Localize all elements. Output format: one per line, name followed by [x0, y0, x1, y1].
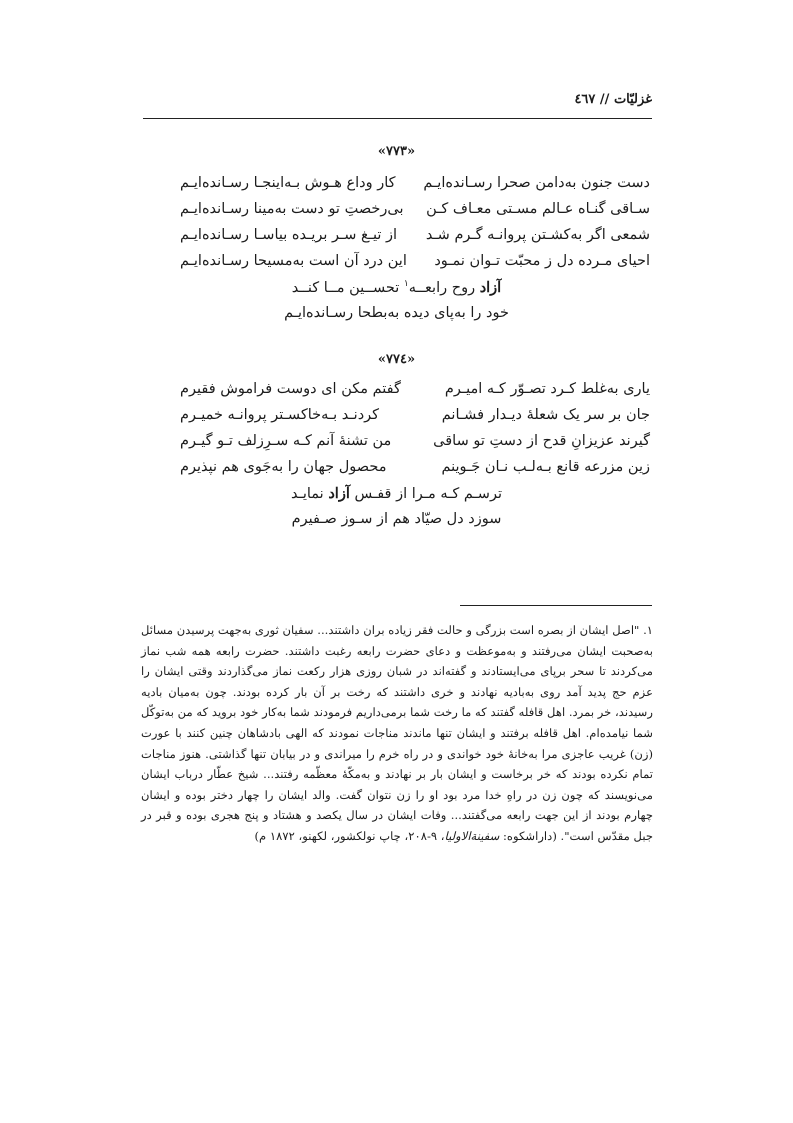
- verse-right: دست جنون به‌دامن صحرا رسـانده‌ایـم: [423, 175, 650, 191]
- closing-text: روح رابعــه: [408, 280, 476, 296]
- verse-right: گیرند عزیزانِ قدح از دستِ تو ساقی: [433, 433, 650, 449]
- closing-text: نمایـد: [290, 486, 324, 502]
- verse-left: من تشنهٔ آنم کـه سـرِزلف تـو گیـرم: [180, 433, 392, 449]
- source-title: سفینةالاولیا: [444, 828, 500, 843]
- poem-number: «۷۷۳»: [377, 144, 416, 159]
- closing-line: [0, 485, 793, 502]
- verse-right: زین مزرعه قانع بـه‌لـب نـان جَـوینم: [441, 459, 650, 475]
- verse-right: یاری به‌غلط کـرد تصـوّر کـه امیـرم: [444, 381, 650, 397]
- verse-left: از تیـغ سـر بریـده بیاسـا رسـانده‌ایـم: [180, 227, 398, 243]
- footnote-marker: ۱: [403, 279, 409, 290]
- verse-right: شمعی اگر به‌کشـتن پروانـه گـرم شـد: [425, 227, 650, 243]
- verse-left: این درد آن است به‌مسیحا رسـانده‌ایـم: [180, 253, 407, 269]
- footnote-text: ۱. "اصل ایشان از بصره است بزرگی و حالت فقر زیاده بران داشتند... سفیان ثوری به‌جهت پرسیدن مسائل به‌صحبت ایشان می‌رفتند و به‌موعظت و دعای حضرت رابعه رغبت داشتند. حضرت رابعه همه شب نماز می‌کردند تا سحر برپای می‌ایستادند و گفته‌اند در شبان روزی هزار رکعت نماز می‌گذاردند وقتی ایشان را عزم حج پدید آمد روی به‌بادیه نهادند و خری داشتند که رخت بر آن بار کرده بودند. چون به‌میان بادیه رسیدند، خر بمرد. اهل قافله گفتند که ما رخت شما برمی‌داریم فرمودند شما به‌کار خود بروید که من به‌توکّل شما نیامده‌ام. اهل قافله برفتند و ایشان تنها ماندند مناجات نمودند که الهی بادشاهان چنین کنند با عورت (زن) غریب عاجزی مرا به‌خانهٔ خود خواندی و در راه خرم را میراندی و در بیابان تنها گذاشتی. هنوز مناجات تمام نکرده بودند که خر برخاست و ایشان بار بر نهادند و به‌مکّهٔ معظّمه رفتند... شیخ عطّار درباب ایشان می‌نویسند که چون زن در راهِ خدا مرد بود او را زن نتوان گفت. والد ایشان را چهار دختر بوده و ایشان چهارم بودند از این جهت رابعه می‌گفتند... وفات ایشان در سال یکصد و هشتاد و پنج هجری بوده و قبر در جبل مقدّس است". (داراشکوه:: [141, 623, 653, 843]
- verse-left: محصول جهان را به‌جَوی هم نپذیرم: [180, 459, 387, 475]
- footnote-tail: ، ۹-۲۰۸، چاپ نولکشور، لکهنو، ۱۸۷۲ م): [254, 828, 445, 843]
- closing-text: سوزد دل صیّاد هم از سـوز صـفیرم: [291, 511, 502, 527]
- closing-line: [0, 305, 793, 321]
- poet-name: آزاد: [479, 279, 502, 296]
- footnote-divider: [460, 605, 652, 606]
- verse-left: گفتم مکن ای دوست فراموش فقیرم: [180, 381, 401, 397]
- verse-right: احیای مـرده دل ز محبّت تـوان نمـود: [434, 253, 650, 269]
- closing-line: [0, 511, 793, 527]
- verse-left: کردنـد بـه‌خاکسـتر پروانـه خمیـرم: [180, 407, 380, 423]
- closing-line: [0, 279, 793, 296]
- verse-left: بی‌رخصتِ تو دست به‌مینا رسـانده‌ایـم: [180, 201, 404, 217]
- poet-name: آزاد: [328, 485, 350, 502]
- closing-text: خود را به‌پای دیده به‌بطحا رسـانده‌ایـم: [284, 305, 509, 321]
- header-title: غزلیّات // ٤٦٧: [574, 92, 652, 107]
- verse-left: کار وداع هـوش بـه‌اینجـا رسـانده‌ایـم: [180, 175, 396, 191]
- closing-text: تحســین مــا کنــد: [291, 280, 400, 296]
- footnote: [141, 620, 653, 847]
- verse-right: جان بر سر یک شعلهٔ دیـدار فشـانم: [441, 407, 650, 423]
- poem-number: «۷۷٤»: [377, 352, 416, 367]
- running-header: [143, 92, 652, 119]
- closing-text: ترسـم کـه مـرا از قفـس: [354, 486, 502, 502]
- verse-right: سـاقی گنـاه عـالم مسـتی معـاف کـن: [426, 201, 650, 217]
